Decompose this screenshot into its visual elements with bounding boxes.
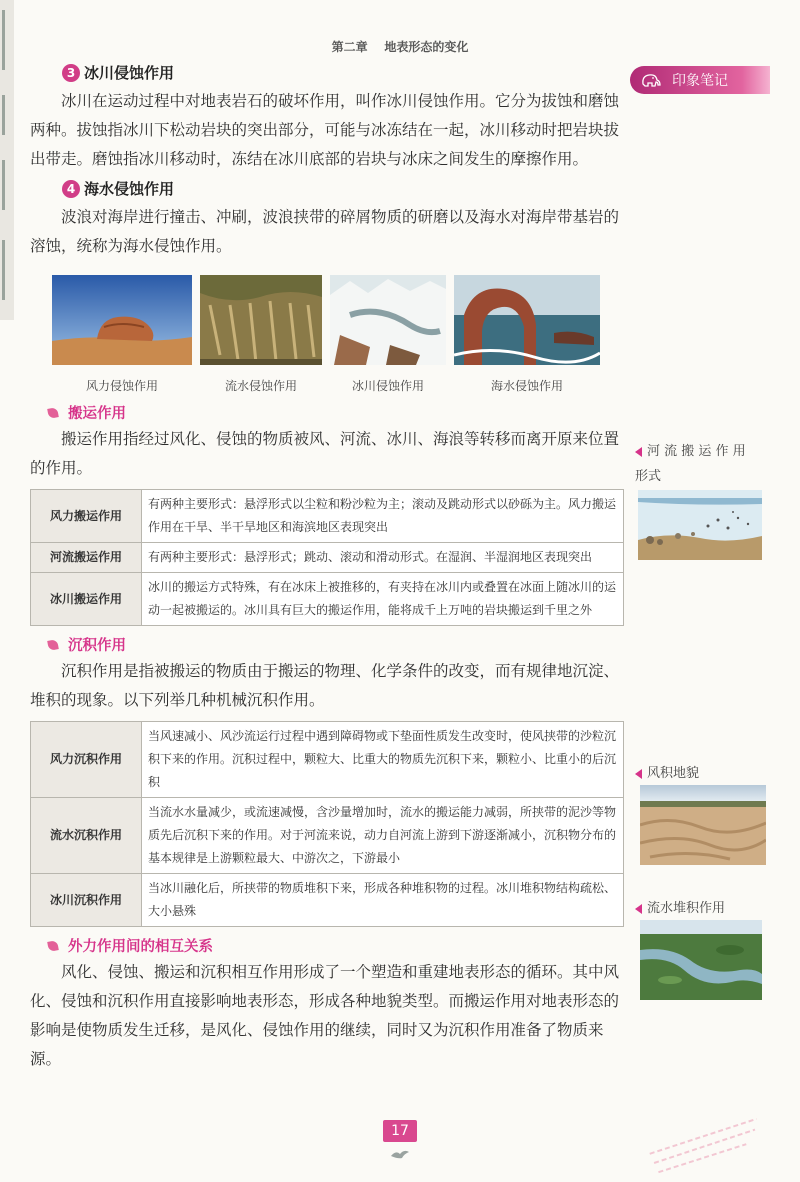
row-text: 有两种主要形式：悬浮形式以尘粒和粉沙粒为主；滚动及跳动形式以砂砾为主。风力搬运作用在干旱、半干旱地区和海滨地区表现突出 [142,490,624,543]
section-heading-relation [48,935,624,956]
row-label: 风力搬运作用 [31,490,142,543]
photo-caption: 流水侵蚀作用 [224,379,297,393]
row-text: 冰川的搬运方式特殊，有在冰床上被推移的，有夹持在冰川内或叠置在冰面上随冰川的运动一起被搬运的。冰川具有巨大的搬运作用，能将成千上万吨的岩块搬运到千里之外 [142,573,624,626]
leaf-icon [47,639,59,651]
transport-text: 搬运作用指经过风化、侵蚀的物质被风、河流、冰川、海浪等转移而离开原来位置的作用。 [30,430,620,477]
section-heading-sea-erosion [62,178,624,199]
section-title: 冰川侵蚀作用 [84,64,175,82]
sea-erosion-text: 波浪对海岸进行撞击、冲刷，波浪挟带的碎屑物质的研磨以及海水对海岸带基岩的溶蚀，统称为海水侵蚀作用。 [30,208,620,255]
erosion-photo-row [52,275,624,394]
side-note-fluvial-deposit [635,897,725,916]
table-row [31,798,624,874]
elephant-icon [640,72,662,88]
pointer-icon [635,904,642,914]
section-heading-glacier-erosion [62,62,624,83]
section-title: 沉积作用 [68,638,126,654]
table-row [31,490,624,543]
row-label: 冰川沉积作用 [31,874,142,927]
pointer-icon [635,769,642,779]
row-label: 冰川搬运作用 [31,573,142,626]
photo-sea-erosion [454,275,600,394]
faded-stamp-mark [643,1114,769,1182]
deposition-table [30,721,624,927]
side-note-text: 风积地貌 [647,766,700,781]
chapter-title: 地表形态的变化 [384,40,469,54]
row-label: 流水沉积作用 [31,798,142,874]
wind-erosion-image [52,275,192,365]
fluvial-deposit-photo [640,920,762,1000]
photo-wind-erosion [52,275,192,394]
notes-tab-label: 印象笔记 [672,73,728,89]
main-content [30,62,624,1074]
relation-text: 风化、侵蚀、搬运和沉积相互作用形成了一个塑造和重建地表形态的循环。其中风化、侵蚀和沉积作用直接影响地表形态，形成各种地貌类型。而搬运作用对地表形态的影响是使物质发生迁移，是风化、侵蚀作用的继续，同时又为沉积作用准备了物质来源。 [30,963,620,1068]
deposition-text: 沉积作用是指被搬运的物质由于搬运的物理、化学条件的改变，而有规律地沉淀、堆积的现象。以下列举几种机械沉积作用。 [30,662,620,709]
side-note-text: 河 流 搬 运 作 用 [647,444,746,459]
page-header [0,38,800,55]
section-heading-transport [48,402,624,423]
section-title: 海水侵蚀作用 [84,180,175,198]
wind-landform-photo [640,785,766,865]
row-text: 当风速减小、风沙流运行过程中遇到障碍物或下垫面性质发生改变时，使风挟带的沙粒沉积下来的作用。沉积过程中，颗粒大、比重大的物质先沉积下来，颗粒小、比重小的后沉积 [142,722,624,798]
notes-tab [630,66,770,94]
chapter-number: 第二章 [331,40,368,54]
side-note-river-transport [635,440,746,484]
section-title: 搬运作用 [68,406,126,422]
table-row [31,874,624,927]
side-note-text: 形式 [635,469,662,484]
row-text: 有两种主要形式：悬浮形式；跳动、滚动和滑动形式。在湿润、半湿润地区表现突出 [142,543,624,573]
page-number: 17 [383,1120,417,1142]
glacier-erosion-text: 冰川在运动过程中对地表岩石的破坏作用，叫作冰川侵蚀作用。它分为拔蚀和磨蚀两种。拔蚀指冰川下松动岩块的突出部分，可能与冰冻结在一起，冰川移动时把岩块拔出带走。磨蚀指冰川移动时，冻结在冰川底部的岩块与冰床之间发生的摩擦作用。 [30,92,620,168]
row-text: 当冰川融化后，所挟带的物质堆积下来，形成各种堆积物的过程。冰川堆积物结构疏松、大小悬殊 [142,874,624,927]
section-number: 3 [62,64,80,82]
leaf-icon [47,940,59,952]
glacier-erosion-image [330,275,446,365]
section-heading-deposition [48,634,624,655]
river-transport-diagram [638,490,762,560]
table-row [31,573,624,626]
photo-caption: 冰川侵蚀作用 [351,379,424,393]
table-row [31,543,624,573]
photo-water-erosion [200,275,322,394]
table-row [31,722,624,798]
photo-glacier-erosion [330,275,446,394]
transport-table [30,489,624,626]
photo-caption: 海水侵蚀作用 [490,379,563,393]
sea-erosion-image [454,275,600,365]
side-note-wind-landform [635,762,699,781]
row-text: 当流水水量减少，或流速减慢，含沙量增加时，流水的搬运能力减弱，所挟带的泥沙等物质先后沉积下来的作用。对于河流来说，动力自河流上游到下游逐渐减小，沉积物分布的基本规律是上游颗粒最大、中游次之，下游最小 [142,798,624,874]
water-erosion-image [200,275,322,365]
row-label: 河流搬运作用 [31,543,142,573]
section-number: 4 [62,180,80,198]
row-label: 风力沉积作用 [31,722,142,798]
photo-caption: 风力侵蚀作用 [85,379,158,393]
pointer-icon [635,447,642,457]
bird-icon [390,1148,410,1160]
side-note-text: 流水堆积作用 [647,901,726,916]
section-title: 外力作用间的相互关系 [68,939,213,955]
leaf-icon [47,407,59,419]
